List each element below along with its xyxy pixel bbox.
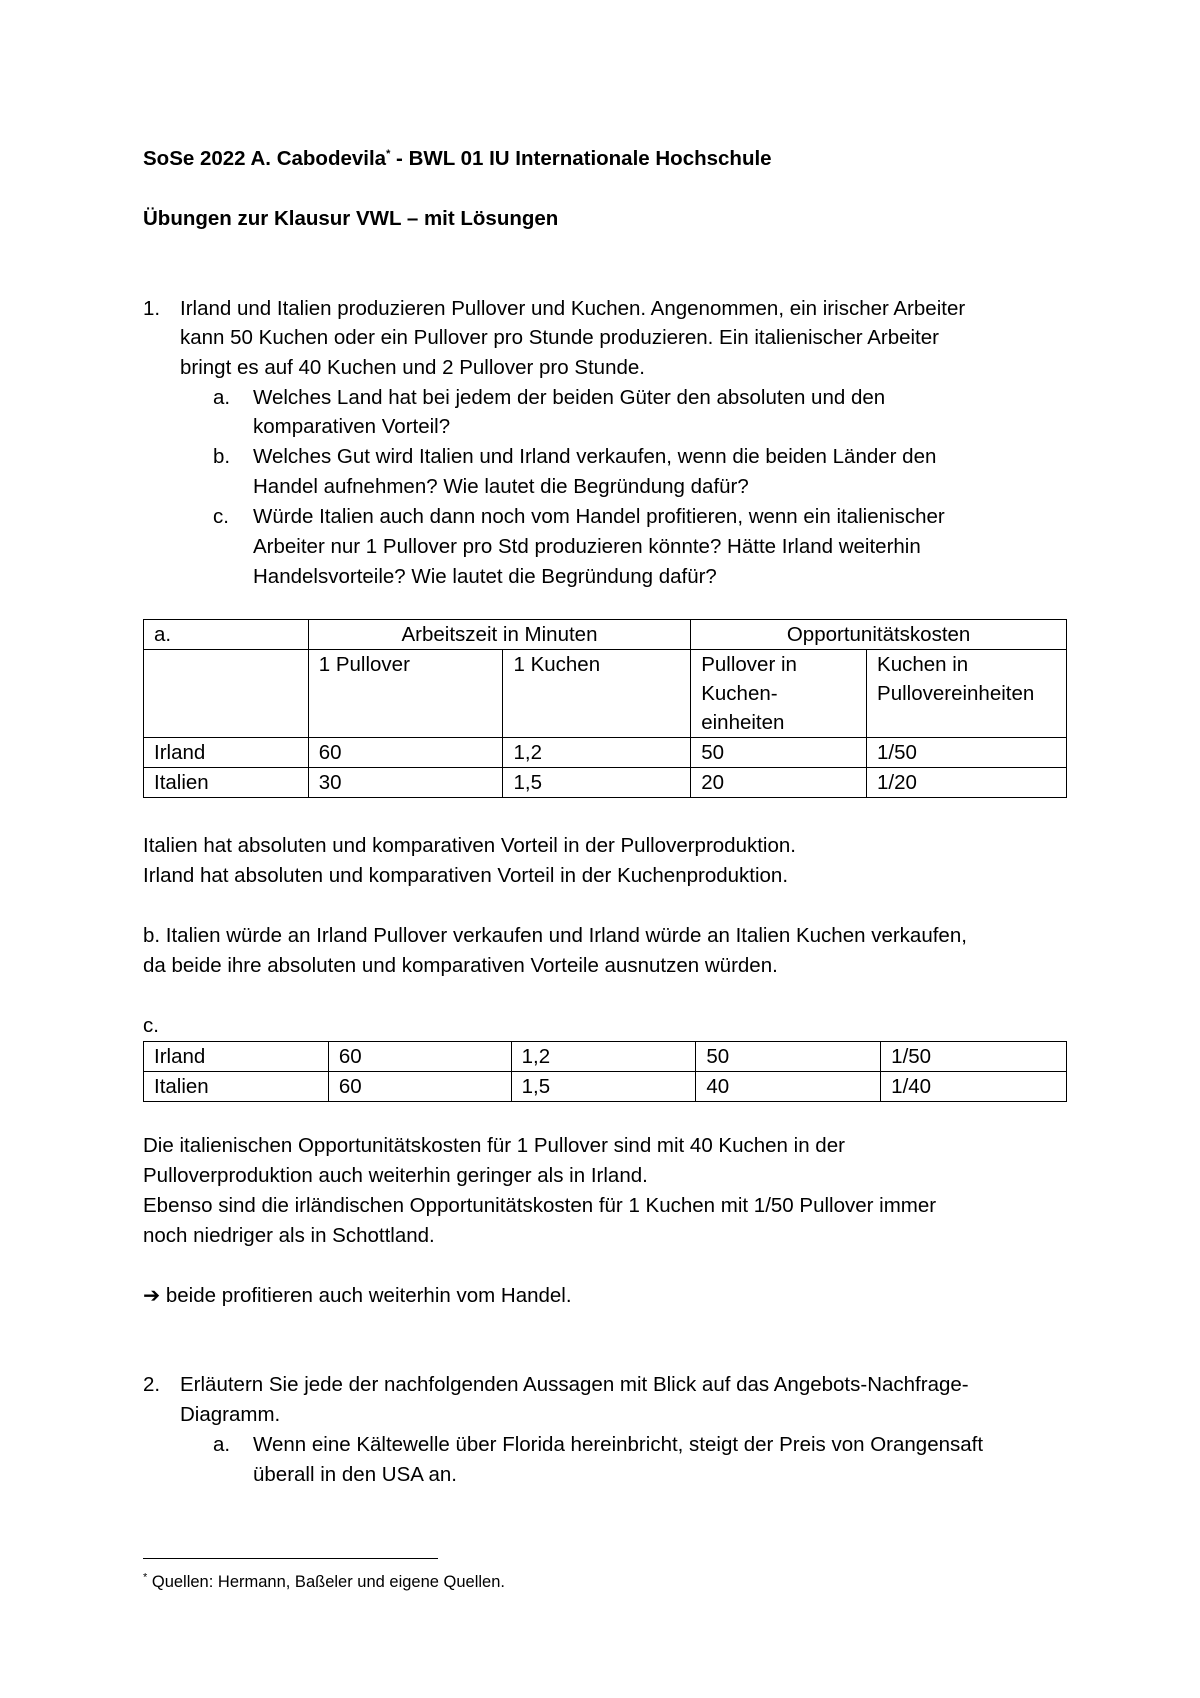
answer-c-line: Die italienischen Opportunitätskosten für 1 Pullover sind mit 40 Kuchen in der xyxy=(143,1134,845,1157)
question-2-line: Diagramm. xyxy=(180,1403,281,1426)
answer-c-line: Pulloverproduktion auch weiterhin geringer als in Irland. xyxy=(143,1164,648,1187)
subquestion-2a-line: überall in den USA an. xyxy=(253,1463,457,1486)
subquestion-c-line: Arbeiter nur 1 Pullover pro Std produzieren könnte? Hätte Irland weiterhin xyxy=(253,535,921,558)
answer-c-line: Ebenso sind die irländischen Opportunitätskosten für 1 Kuchen mit 1/50 Pullover immer xyxy=(143,1194,937,1217)
table-cell: 1/40 xyxy=(881,1072,1067,1102)
answer-b-line: da beide ihre absoluten und komparativen Vorteile ausnutzen würden. xyxy=(143,954,778,977)
question-1-line: kann 50 Kuchen oder ein Pullover pro Stunde produzieren. Ein italienischer Arbeiter xyxy=(180,326,939,349)
document-title: SoSe 2022 A. Cabodevila* - BWL 01 IU Internationale Hochschule xyxy=(143,147,772,170)
question-2-line: Erläutern Sie jede der nachfolgenden Aussagen mit Blick auf das Angebots-Nachfrage- xyxy=(180,1373,969,1396)
table-row xyxy=(144,738,1067,768)
subquestion-2a-marker: a. xyxy=(213,1433,231,1456)
table-cell: 1/20 xyxy=(867,768,1067,798)
table-cell: 50 xyxy=(691,738,867,768)
question-2-number: 2. xyxy=(143,1373,161,1396)
table-cell: 30 xyxy=(308,768,503,798)
table-cell: 20 xyxy=(691,768,867,798)
opportunity-cost-table-a xyxy=(143,619,1067,798)
subquestion-c-line: Würde Italien auch dann noch vom Handel profitieren, wenn ein italienischer xyxy=(253,505,945,528)
table-column-header: 1 Pullover xyxy=(308,650,503,738)
table-column-header: Pullover in Kuchen- einheiten xyxy=(691,650,867,738)
answer-a-line: Irland hat absoluten und komparativen Vorteil in der Kuchenproduktion. xyxy=(143,864,789,887)
table-column-header: Kuchen in Pullovereinheiten xyxy=(867,650,1067,738)
subquestion-c-line: Handelsvorteile? Wie lautet die Begründung dafür? xyxy=(253,565,717,588)
table-cell: 60 xyxy=(328,1042,511,1072)
subquestion-c-marker: c. xyxy=(213,505,229,528)
footnote-marker: * xyxy=(143,1571,148,1584)
table-row xyxy=(144,1072,1067,1102)
footnote: * Quellen: Hermann, Baßeler und eigene Quellen. xyxy=(143,1571,505,1591)
table-cell: 1,5 xyxy=(503,768,691,798)
answer-b-line: b. Italien würde an Irland Pullover verkaufen und Irland würde an Italien Kuchen verkaufen, xyxy=(143,924,967,947)
table-cell: 1,2 xyxy=(503,738,691,768)
table-cell: Italien xyxy=(144,1072,329,1102)
table-cell: 1/50 xyxy=(867,738,1067,768)
right-arrow-icon: ➔ xyxy=(143,1284,161,1307)
table-cell: 60 xyxy=(308,738,503,768)
subquestion-b-marker: b. xyxy=(213,445,231,468)
table-row xyxy=(144,1042,1067,1072)
table-cell: 1,2 xyxy=(511,1042,696,1072)
table-group-header: Arbeitszeit in Minuten xyxy=(308,620,690,650)
answer-c-label: c. xyxy=(143,1014,159,1037)
table-cell: 50 xyxy=(696,1042,881,1072)
subquestion-a-line: Welches Land hat bei jedem der beiden Güter den absoluten und den xyxy=(253,386,886,409)
table-cell: 60 xyxy=(328,1072,511,1102)
table-cell: 1,5 xyxy=(511,1072,696,1102)
subquestion-b-line: Welches Gut wird Italien und Irland verkaufen, wenn die beiden Länder den xyxy=(253,445,937,468)
table-cell xyxy=(144,650,309,738)
subquestion-a-line: komparativen Vorteil? xyxy=(253,415,451,438)
conclusion-line: ➔ beide profitieren auch weiterhin vom Handel. xyxy=(143,1284,572,1307)
footnote-marker: * xyxy=(386,148,391,161)
table-corner-cell: a. xyxy=(144,620,309,650)
table-cell: 40 xyxy=(696,1072,881,1102)
table-column-header: 1 Kuchen xyxy=(503,650,691,738)
subquestion-2a-line: Wenn eine Kältewelle über Florida hereinbricht, steigt der Preis von Orangensaft xyxy=(253,1433,984,1456)
subquestion-b-line: Handel aufnehmen? Wie lautet die Begründung dafür? xyxy=(253,475,749,498)
table-row xyxy=(144,768,1067,798)
opportunity-cost-table-c xyxy=(143,1041,1067,1102)
question-1-line: Irland und Italien produzieren Pullover und Kuchen. Angenommen, ein irischer Arbeiter xyxy=(180,297,966,320)
answer-c-line: noch niedriger als in Schottland. xyxy=(143,1224,435,1247)
table-header-row xyxy=(144,620,1067,650)
table-group-header: Opportunitätskosten xyxy=(691,620,1067,650)
table-cell: Irland xyxy=(144,738,309,768)
question-1-line: bringt es auf 40 Kuchen und 2 Pullover pro Stunde. xyxy=(180,356,645,379)
table-subheader-row xyxy=(144,650,1067,738)
answer-a-line: Italien hat absoluten und komparativen Vorteil in der Pulloverproduktion. xyxy=(143,834,796,857)
subquestion-a-marker: a. xyxy=(213,386,231,409)
table-cell: Italien xyxy=(144,768,309,798)
table-cell: 1/50 xyxy=(881,1042,1067,1072)
document-subtitle: Übungen zur Klausur VWL – mit Lösungen xyxy=(143,207,559,230)
question-1-number: 1. xyxy=(143,297,161,320)
table-cell: Irland xyxy=(144,1042,329,1072)
footnote-divider xyxy=(143,1558,438,1559)
